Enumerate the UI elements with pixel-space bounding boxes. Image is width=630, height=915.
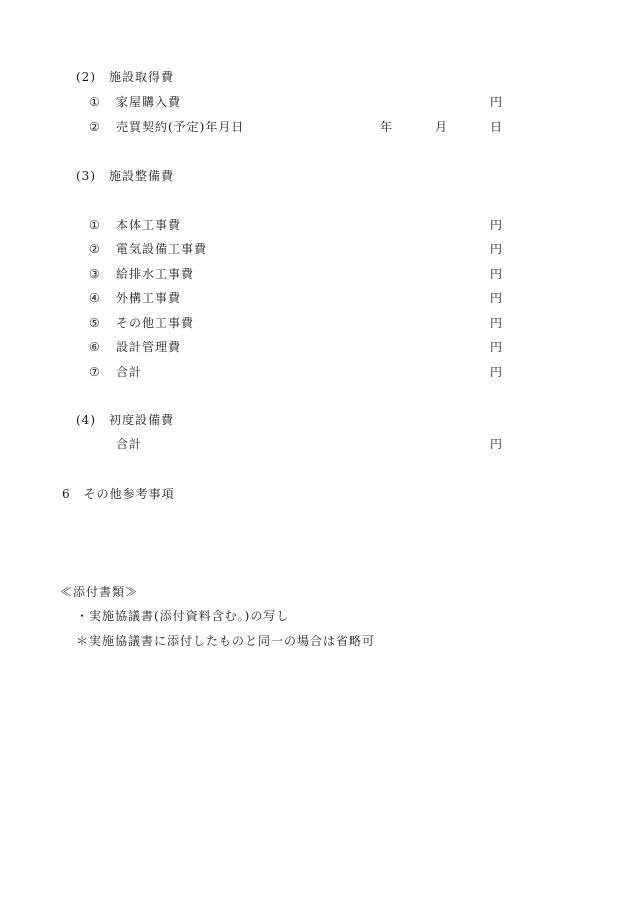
section-3-heading: (3) 施設整備費 (76, 169, 174, 183)
item-number: ⑤ (89, 316, 101, 330)
item-number: ⑥ (89, 340, 101, 354)
attachment-note: ＊実施協議書に添付したものと同一の場合は省略可 (76, 634, 376, 648)
yen-unit: 円 (490, 437, 504, 451)
item-number: ① (89, 95, 101, 109)
yen-unit: 円 (490, 267, 504, 281)
cost-item-label: 電気設備工事費 (116, 242, 208, 256)
yen-unit: 円 (490, 340, 504, 354)
item-number: ② (89, 242, 101, 256)
contract-date-label: 売買契約(予定)年月日 (116, 120, 245, 134)
yen-unit: 円 (490, 365, 504, 379)
total-label: 合計 (116, 365, 143, 379)
day-unit: 日 (490, 120, 504, 134)
item-number: ① (89, 218, 101, 232)
cost-item-label: 本体工事費 (116, 218, 182, 232)
year-unit: 年 (380, 120, 394, 134)
cost-item-label: その他工事費 (116, 316, 195, 330)
yen-unit: 円 (490, 242, 504, 256)
house-purchase-label: 家屋購入費 (116, 95, 182, 109)
yen-unit: 円 (490, 291, 504, 305)
attachment-item: ・実施協議書(添付資料含む。)の写し (76, 609, 290, 623)
yen-unit: 円 (490, 316, 504, 330)
item-number: ④ (89, 291, 101, 305)
yen-unit: 円 (490, 95, 504, 109)
section-2-heading: (2) 施設取得費 (76, 70, 174, 84)
item-number: ② (89, 120, 101, 134)
section-6-heading: 6 その他参考事項 (62, 487, 175, 501)
month-unit: 月 (435, 120, 449, 134)
section-4-heading: (4) 初度設備費 (76, 413, 174, 427)
cost-item-label: 外構工事費 (116, 291, 182, 305)
attachments-title: ≪添付書類≫ (60, 585, 139, 599)
yen-unit: 円 (490, 218, 504, 232)
cost-item-label: 設計管理費 (116, 340, 182, 354)
item-number: ⑦ (89, 365, 101, 379)
item-number: ③ (89, 267, 101, 281)
total-label: 合計 (116, 437, 143, 451)
cost-item-label: 給排水工事費 (116, 267, 195, 281)
